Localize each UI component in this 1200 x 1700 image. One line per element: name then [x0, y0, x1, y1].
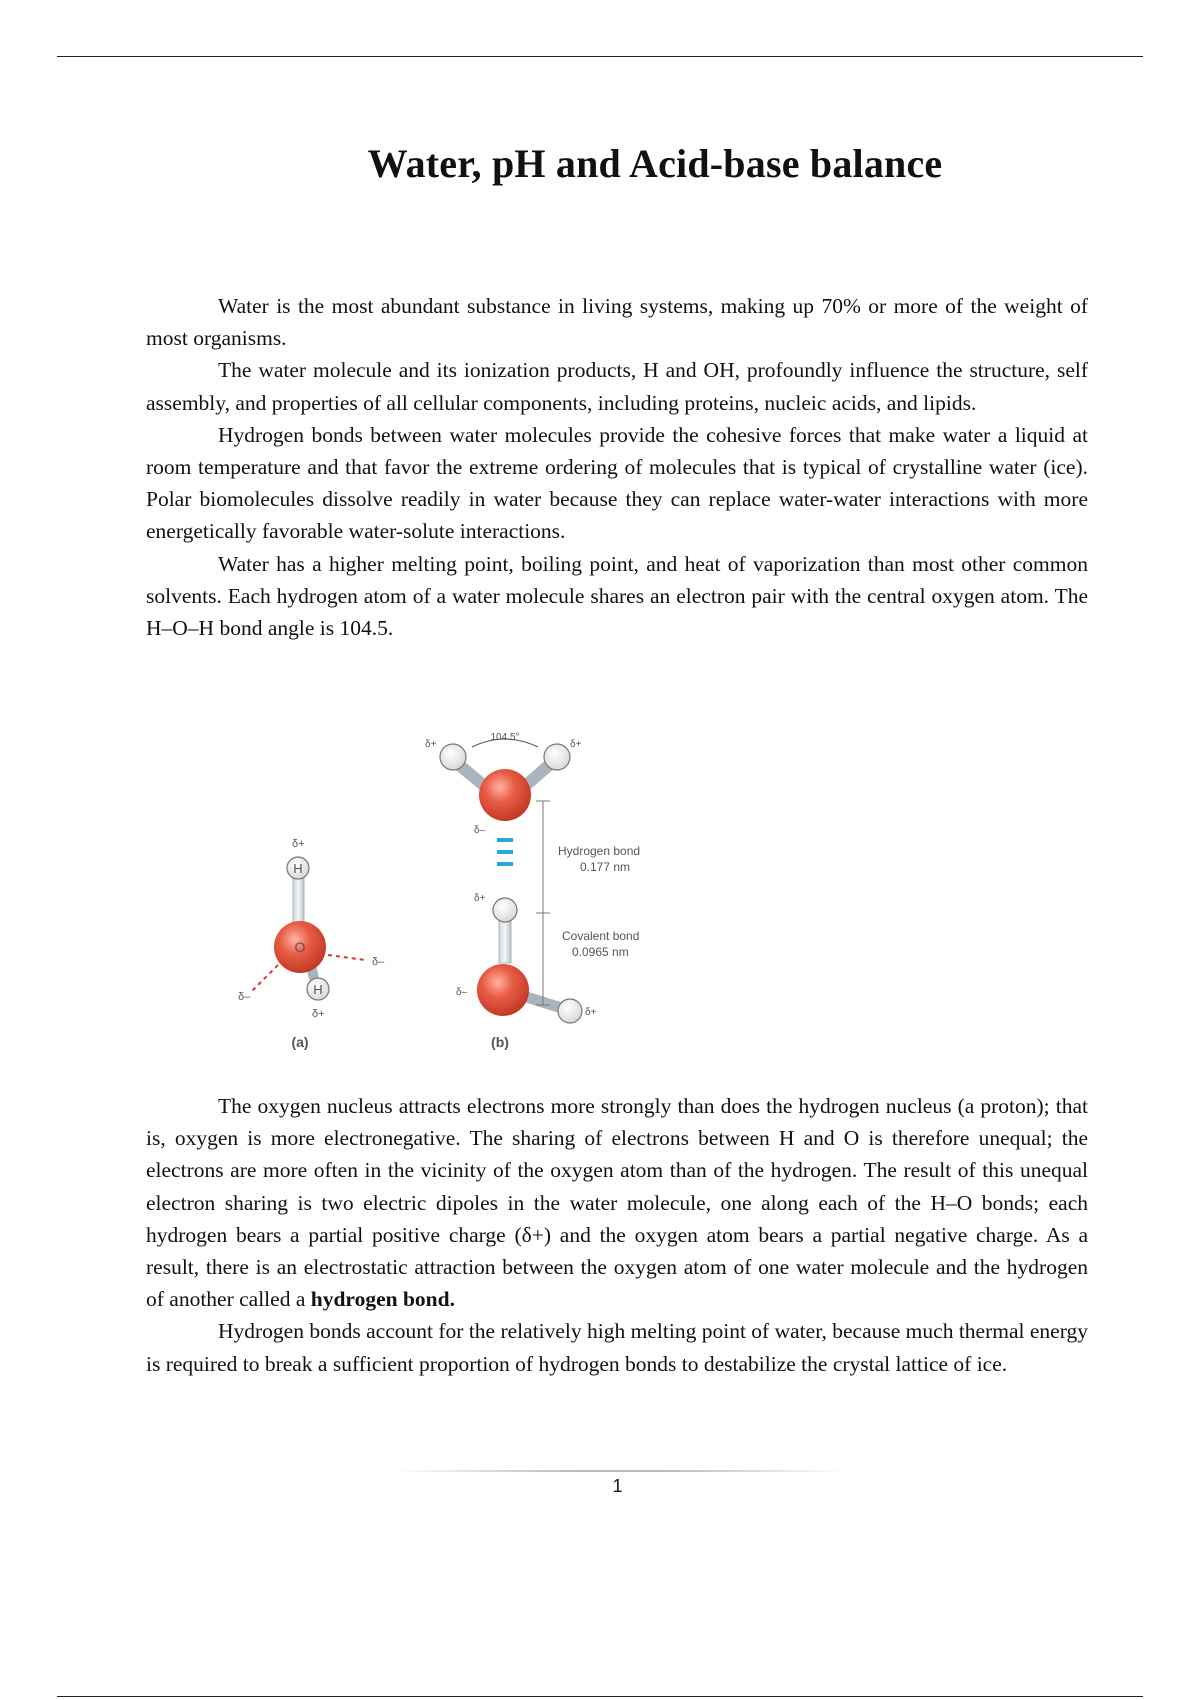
water-molecule-figure [200, 705, 760, 1065]
bold-term: hydrogen bond. [310, 1287, 455, 1312]
delta-minus-label: δ– [474, 825, 486, 836]
delta-plus-label: δ+ [312, 1008, 325, 1020]
explanation-text [146, 1090, 1088, 1380]
footer-border [57, 1696, 1143, 1697]
covalent-bond-value: 0.0965 nm [572, 945, 629, 959]
caption-a: (a) [291, 1034, 309, 1050]
angle-label: 104.5° [490, 732, 520, 743]
paragraph: Water has a higher melting point, boiling point, and heat of vaporization than most other common solvents. Each hydrogen atom of a water molecule shares an electron pair with the central oxygen atom. The H–O–H bond angle is 104.5. [146, 551, 1088, 641]
paragraph-text: The oxygen nucleus attracts electrons more strongly than does the hydrogen nucleus (a proton); that is, oxygen is more electronegative. The sharing of electrons between H and O is therefore unequal; the electrons are more often in the vicinity of the oxygen atom than of the hydrogen. The result of this unequal electron sharing is two electric dipoles in the water molecule, one along each of the H–O bonds; each hydrogen bears a partial positive charge (δ+) and the oxygen atom bears a partial negative charge. As a result, there is an electrostatic attraction between the oxygen atom of one water molecule and the hydrogen of another called a [146, 1094, 1088, 1312]
molecule-a [238, 838, 385, 1050]
hydrogen-atom [544, 744, 570, 770]
oxygen-atom [477, 964, 529, 1016]
lone-pair-bond [328, 955, 365, 960]
atom-label: H [293, 861, 303, 876]
hydrogen-atom [493, 898, 517, 922]
delta-minus-label: δ– [456, 987, 468, 998]
page-number: 1 [612, 1476, 623, 1496]
molecule-b [425, 732, 640, 1050]
atom-label: H [313, 982, 323, 997]
covalent-bond-label: Covalent bond [562, 929, 640, 943]
paragraph: Water is the most abundant substance in living systems, making up 70% or more of the weight of most organisms. [146, 294, 1088, 351]
paragraph: Hydrogen bonds between water molecules provide the cohesive forces that make water a liquid at room temperature and that favor the extreme ordering of molecules that is typical of crystalline water (ice). Polar biomolecules dissolve readily in water because they can replace water-water interactions with more energetically favorable water-solute interactions. [146, 422, 1088, 544]
delta-plus-label: δ+ [585, 1007, 597, 1018]
paragraph: The water molecule and its ionization products, H and OH, profoundly influence the structure, self assembly, and properties of all cellular components, including proteins, nucleic acids, and lipids. [146, 358, 1088, 415]
hydrogen-bond-value: 0.177 nm [580, 860, 631, 874]
paragraph: Hydrogen bonds account for the relatively high melting point of water, because much thermal energy is required to break a sufficient proportion of hydrogen bonds to destabilize the crystal lattice of ice. [146, 1319, 1088, 1376]
delta-minus-label: δ– [238, 991, 251, 1003]
hydrogen-atom [558, 999, 582, 1023]
hydrogen-bond-mark [497, 838, 513, 842]
delta-plus-label: δ+ [474, 893, 486, 904]
delta-plus-label: δ+ [570, 739, 582, 750]
oxygen-atom [479, 769, 531, 821]
atom-label: O [294, 939, 306, 955]
hydrogen-atom [440, 744, 466, 770]
footer-rule [390, 1470, 850, 1472]
water-molecule-diagram [200, 705, 760, 1065]
header-rule [57, 56, 1143, 57]
delta-plus-label: δ+ [425, 739, 437, 750]
delta-plus-label: δ+ [292, 838, 305, 850]
page-title: Water, pH and Acid-base balance [367, 141, 943, 186]
lone-pair-bond [252, 965, 278, 991]
delta-minus-label: δ– [372, 956, 385, 968]
hydrogen-bond-mark [497, 862, 513, 866]
hydrogen-bond-mark [497, 850, 513, 854]
caption-b: (b) [491, 1034, 509, 1050]
paragraph [146, 1090, 1088, 1315]
intro-text [146, 290, 1088, 644]
hydrogen-bond-label: Hydrogen bond [558, 844, 641, 858]
